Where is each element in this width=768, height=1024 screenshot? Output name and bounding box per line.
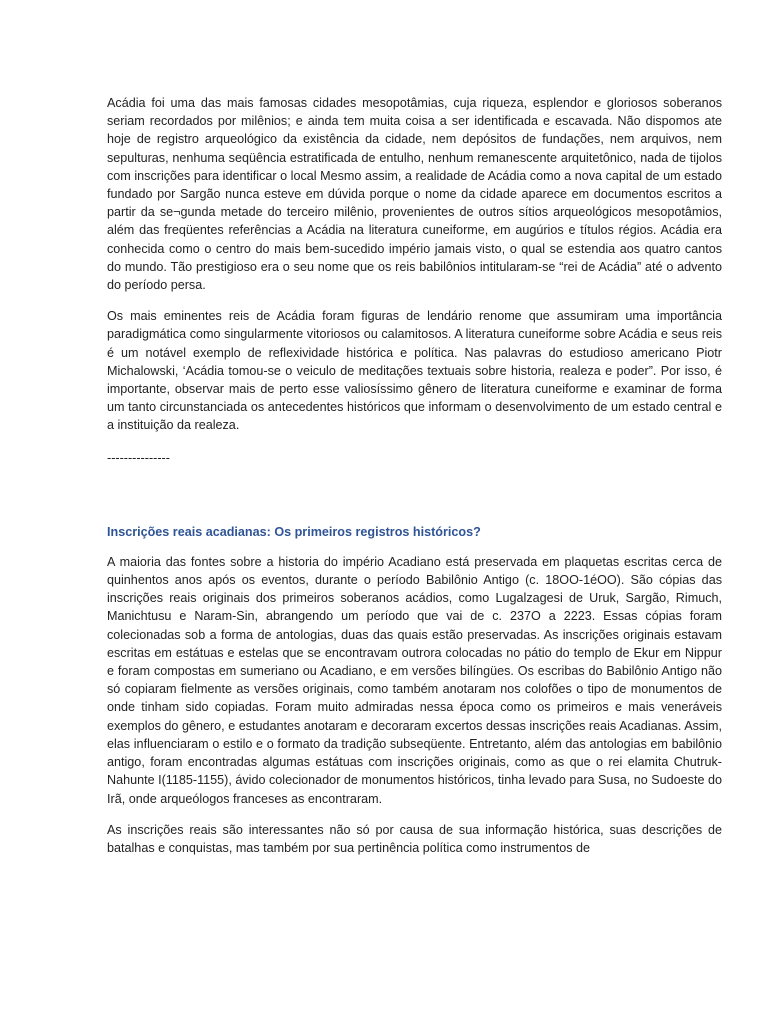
section-separator: --------------- [107, 450, 170, 465]
paragraph-intro-1: Acádia foi uma das mais famosas cidades mesopotâmias, cuja riqueza, esplendor e gloriosos soberanos seriam recordados por milênios; e ainda tem muita coisa a ser identificada e escavada. Não dispomos ate hoje de registro arqueológico da existência da cidade, nem depósitos de fundações, nem arquivos, nem sepulturas, nenhuma seqüência estratificada de entulho, nenhum remanescente arquitetônico, nada de tijolos com inscrições para identificar o local Mesmo assim, a realidade de Acádia como a nova capital de um estado fundado por Sargão nunca esteve em dúvida porque o nome da cidade aparece em documentos escritos a partir da se¬gunda metade do terceiro milênio, provenientes de outros sítios arqueológicos mesopotâmios, além das freqüentes referências a Acádia na literatura cuneiforme, em augúrios e títulos régios. Acádia era conhecida como o centro do mais bem-sucedido império jamais visto, o qual se estendia aos quatro cantos do mundo. Tão prestigioso era o seu nome que os reis babilônios intitularam-se “rei de Acádia” até o advento do período persa. [107, 96, 722, 293]
document-page [107, 94, 722, 870]
section-heading: Inscrições reais acadianas: Os primeiros registros históricos? [107, 524, 481, 539]
paragraph-intro-2: Os mais eminentes reis de Acádia foram figuras de lendário renome que assumiram uma importância paradigmática como singularmente vitoriosos ou calamitosos. A literatura cuneiforme sobre Acádia e seus reis é um notável exemplo de reflexividade histórica e política. Nas palavras do estudioso americano Piotr Michalowski, ‘Acádia tomou-se o veiculo de meditações textuais sobre historia, realeza e poder”. Por isso, é importante, observar mais de perto esse valiosíssimo gênero de literatura cuneiforme e examinar de forma um tanto circunstanciada os antecedentes históricos que informam o desenvolvimento de um estado central e a instituição da realeza. [107, 309, 722, 433]
paragraph-section-1: A maioria das fontes sobre a historia do império Acadiano está preservada em plaquetas escritas cerca de quinhentos anos após os eventos, durante o período Babilônio Antigo (c. 18OO-1éOO). São cópias das inscrições reais originais dos primeiros soberanos acádios, como Lugalzagesi de Uruk, Sargão, Rimuch, Manichtusu e Naram-Sin, abrangendo um período que vai de c. 237O a 2223. Essas cópias foram colecionadas sob a forma de antologias, duas das quais estão preservadas. As inscrições originais estavam escritas em estátuas e estelas que se encontravam outrora colocadas no pátio do templo de Ekur em Nippur e foram compostas em sumeriano ou Acadiano, e em versões bilíngües. Os escribas do Babilônio Antigo não só copiaram fielmente as versões originais, como também anotaram nos colofões o tipo de monumentos de onde tinham sido copiadas. Foram muito admiradas nessa época como os primeiros e mais veneráveis exemplos do gênero, e estudantes anotaram e decoraram excertos dessas inscrições reais Acadianas. Assim, elas influenciaram o estilo e o formato da tradição subseqüente. Entretanto, além das antologias em babilônio antigo, foram encontradas algumas estátuas com inscrições originais, como as que o rei elamita Chutruk-Nahunte I(1185-1155), ávido colecionador de monumentos históricos, tinha levado para Susa, no Sudoeste do Irã, onde arqueólogos franceses as encontraram. [107, 554, 722, 806]
paragraph-section-2: As inscrições reais são interessantes não só por causa de sua informação histórica, suas descrições de batalhas e conquistas, mas também por sua pertinência política como instrumentos de [107, 822, 722, 855]
